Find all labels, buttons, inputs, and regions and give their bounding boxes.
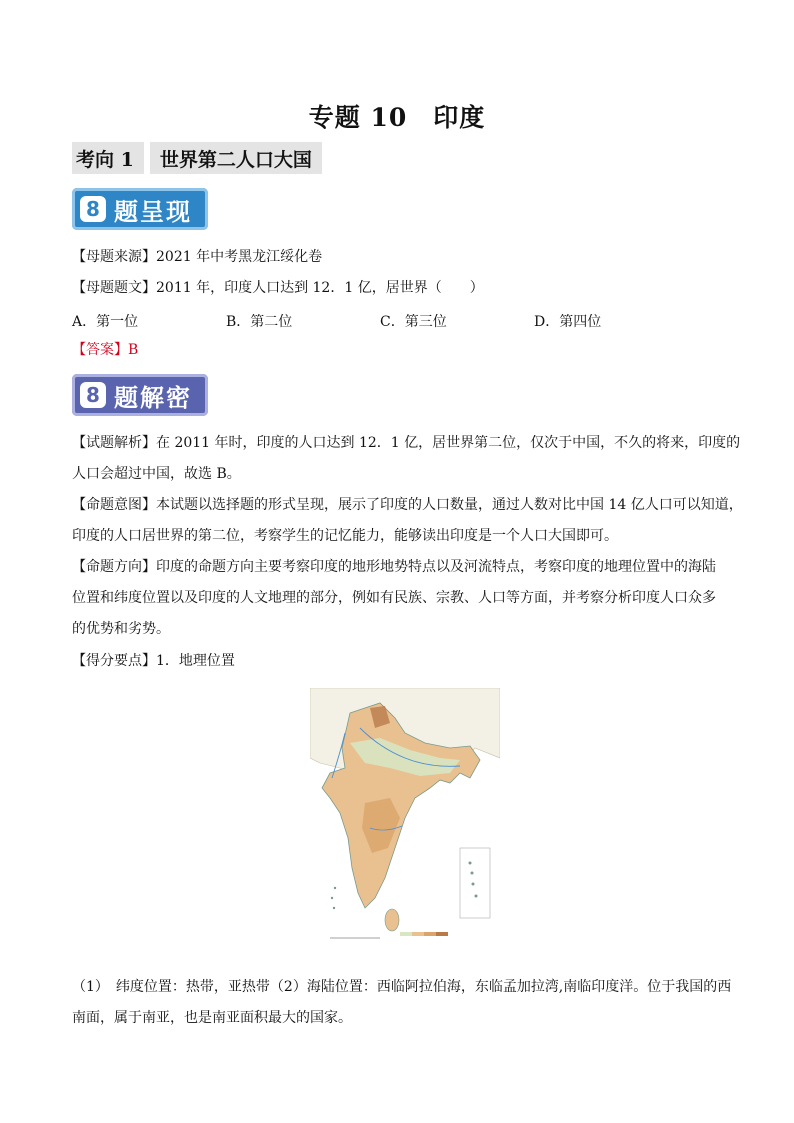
answer-text: B	[128, 342, 139, 358]
section-title: 世界第二人口大国	[159, 148, 312, 171]
direction-text-1: 印度的命题方向主要考察印度的地形地势特点以及河流特点，考察印度的地理位置中的海陆	[156, 559, 716, 575]
section-label: 考向 1	[76, 148, 134, 171]
page-title: 专题 10 印度	[308, 103, 486, 132]
option-d: D．第四位	[534, 314, 602, 330]
analysis-line-2: 人口会超过中国，故选 B。	[72, 466, 241, 482]
india-map-svg	[310, 688, 500, 944]
location-line-1: （1） 纬度位置：热带，亚热带（2）海陆位置：西临阿拉伯海，东临孟加拉湾,南临印度洋。位于我国的西	[72, 979, 732, 995]
source-text: 2021 年中考黑龙江绥化卷	[156, 249, 323, 265]
keypoints-tag: 【得分要点】	[72, 653, 156, 669]
banner-text: 题解密	[114, 383, 192, 412]
direction-tag: 【命题方向】	[72, 559, 156, 575]
analysis-banner	[72, 374, 208, 416]
banner-badge-icon: 8	[80, 382, 106, 408]
intent-text-1: 本试题以选择题的形式呈现，展示了印度的人口数量，通过人数对比中国 14 亿人口可以知道，	[156, 497, 743, 513]
keypoints-text: 1．地理位置	[156, 653, 235, 669]
option-b: B．第二位	[226, 314, 293, 330]
banner-text: 题呈现	[114, 197, 192, 226]
section-divider	[144, 142, 150, 174]
question-text: 2011 年，印度人口达到 12．1 亿，居世界（ ）	[156, 280, 484, 296]
section-heading	[72, 142, 322, 174]
option-a: A．第一位	[72, 314, 139, 330]
direction-line-2: 位置和纬度位置以及印度的人文地理的部分，例如有民族、宗教、人口等方面，并考察分析印度人口众多	[72, 590, 716, 606]
keypoints-line	[72, 652, 722, 670]
option-c: C．第三位	[380, 314, 447, 330]
intent-line-1	[72, 496, 743, 514]
question-tag: 【母题题文】	[72, 280, 156, 296]
analysis-line-1	[72, 434, 741, 452]
intent-tag: 【命题意图】	[72, 497, 156, 513]
direction-line-3: 的优势和劣势。	[72, 621, 170, 637]
source-line	[72, 248, 722, 266]
question-banner	[72, 188, 208, 230]
intent-line-2: 印度的人口居世界的第二位，考察学生的记忆能力，能够读出印度是一个人口大国即可。	[72, 528, 618, 544]
india-map-image	[310, 688, 500, 944]
question-line	[72, 279, 722, 297]
banner-badge-icon: 8	[80, 196, 106, 222]
answer-tag: 【答案】	[72, 342, 128, 358]
answer-line	[72, 341, 722, 359]
direction-line-1	[72, 558, 722, 576]
source-tag: 【母题来源】	[72, 249, 156, 265]
location-line-2: 南面，属于南亚，也是南亚面积最大的国家。	[72, 1010, 352, 1026]
analysis-tag: 【试题解析】	[72, 435, 156, 451]
analysis-text-1: 在 2011 年时，印度的人口达到 12．1 亿，居世界第二位，仅次于中国，不久的将来，印度的	[156, 435, 741, 451]
